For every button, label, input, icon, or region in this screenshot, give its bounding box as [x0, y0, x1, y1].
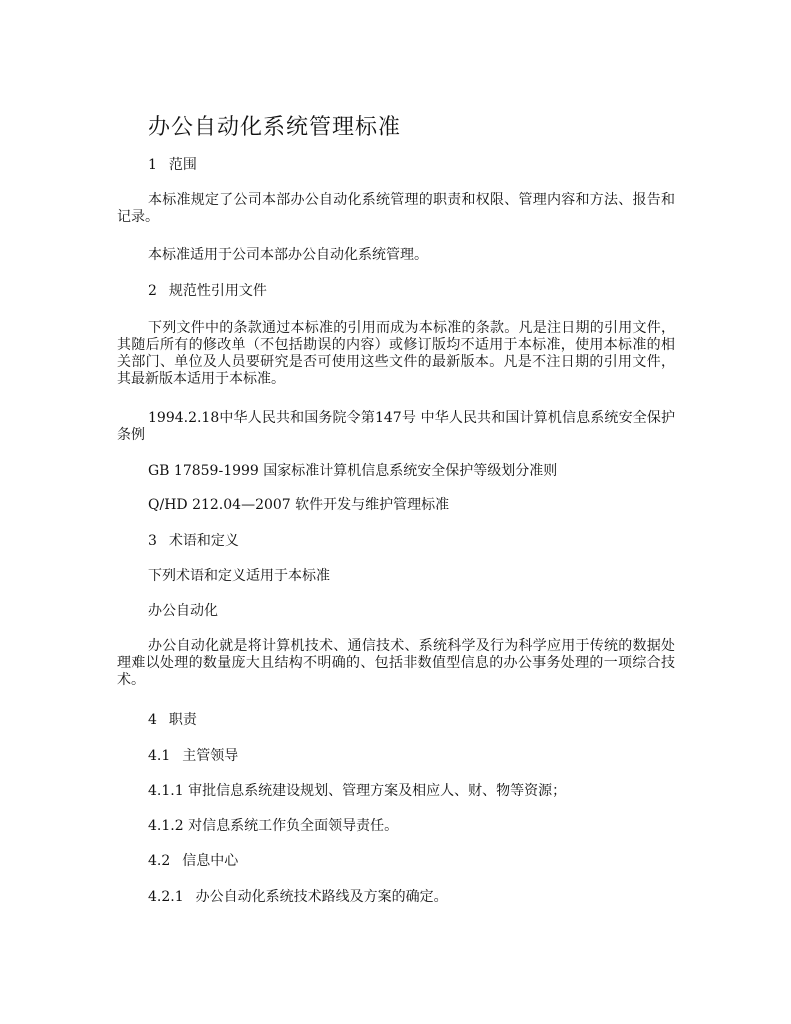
reference-item-3: Q/HD 212.04—2007 软件开发与维护管理标准	[148, 497, 450, 513]
section-title: 职责	[168, 712, 197, 728]
item-text: 办公自动化系统技术路线及方案的确定。	[195, 889, 448, 905]
section-2-heading	[148, 283, 267, 300]
term-name: 办公自动化	[148, 603, 218, 619]
paragraph-term-definition: 办公自动化就是将计算机技术、通信技术、系统科学及行为科学应用于传统的数据处理难以处理的数量庞大且结构不明确的、包括非数值型信息的办公事务处理的一项综合技术。	[117, 638, 675, 688]
paragraph-applicability: 本标准适用于公司本部办公自动化系统管理。	[148, 247, 428, 263]
section-number: 2	[148, 283, 157, 299]
section-4-heading	[148, 712, 197, 729]
section-title: 范围	[168, 157, 197, 173]
section-number: 3	[148, 533, 157, 549]
section-number: 4.2.1	[148, 889, 184, 905]
section-number: 4	[148, 712, 157, 728]
section-title: 规范性引用文件	[168, 283, 267, 299]
section-number: 1	[148, 157, 157, 173]
reference-item-2: GB 17859-1999 国家标准计算机信息系统安全保护等级划分准则	[148, 463, 558, 479]
section-1-heading	[148, 157, 197, 174]
paragraph-normative-references: 下列文件中的条款通过本标准的引用而成为本标准的条款。凡是注日期的引用文件，其随后所有的修改单（不包括勘误的内容）或修订版均不适用于本标准，使用本标准的相关部门、单位及人员要研究是否可使用这些文件的最新版本。凡是不注日期的引用文件，其最新版本适用于本标准。	[117, 320, 675, 387]
paragraph-terms-intro: 下列术语和定义适用于本标准	[148, 568, 330, 584]
item-4-1-1: 4.1.1 审批信息系统建设规划、管理方案及相应人、财、物等资源；	[148, 783, 567, 799]
section-number: 4.2	[148, 853, 171, 869]
paragraph-scope: 本标准规定了公司本部办公自动化系统管理的职责和权限、管理内容和方法、报告和记录。	[117, 192, 675, 225]
section-4-1-heading	[148, 748, 238, 765]
item-4-1-2: 4.1.2 对信息系统工作负全面领导责任。	[148, 818, 399, 834]
section-title: 主管领导	[182, 748, 239, 764]
section-3-heading	[148, 533, 239, 550]
document-title: 办公自动化系统管理标准	[148, 115, 402, 140]
section-number: 4.1	[148, 748, 171, 764]
reference-item-1: 1994.2.18中华人民共和国务院令第147号 中华人民共和国计算机信息系统安全保护条例	[117, 410, 675, 443]
item-4-2-1	[148, 889, 448, 906]
section-title: 术语和定义	[168, 533, 239, 549]
section-4-2-heading	[148, 853, 238, 870]
section-title: 信息中心	[182, 853, 239, 869]
